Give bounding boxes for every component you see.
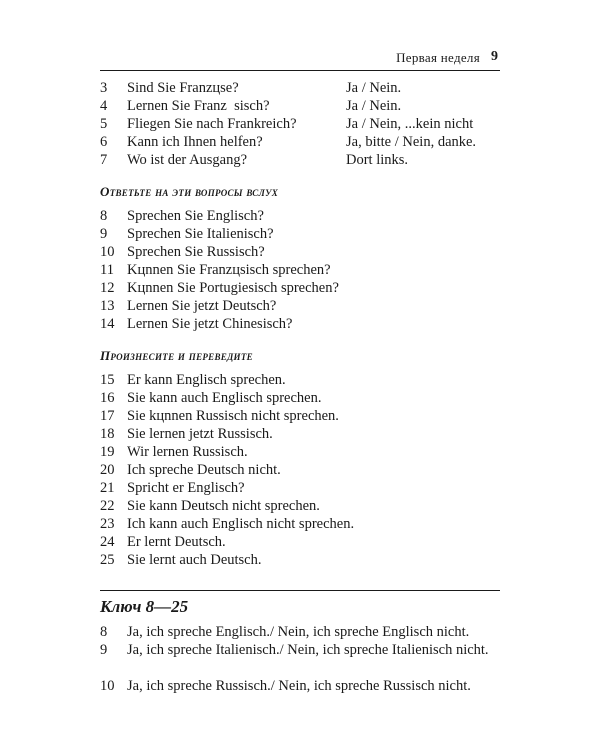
- item-number: 25: [100, 552, 115, 568]
- item-text: Er kann Englisch sprechen.: [127, 372, 286, 388]
- key-divider: [100, 590, 500, 591]
- item-number: 16: [100, 390, 115, 406]
- item-text: Kцnnen Sie Franzцsisch sprechen?: [127, 262, 331, 278]
- item-number: 10: [100, 678, 115, 694]
- item-text: Sie kцnnen Russisch nicht sprechen.: [127, 408, 339, 424]
- item-number: 22: [100, 498, 115, 514]
- item-answer: Ja / Nein, ...kein nicht: [346, 116, 474, 132]
- item-number: 4: [100, 98, 108, 114]
- item-answer: Ja, bitte / Nein, danke.: [346, 134, 477, 150]
- item-number: 17: [100, 408, 115, 424]
- item-number: 8: [100, 624, 108, 640]
- item-text: Sind Sie Franzцse?: [127, 80, 239, 96]
- item-text: Sie lernen jetzt Russisch.: [127, 426, 273, 442]
- item-number: 18: [100, 426, 115, 442]
- item-text: Er lernt Deutsch.: [127, 534, 226, 550]
- section-title-pronounce-translate: Произнесите и переведите: [100, 348, 253, 363]
- item-answer: Ja / Nein.: [346, 98, 402, 114]
- item-number: 21: [100, 480, 115, 496]
- item-text: Sie lernt auch Deutsch.: [127, 552, 262, 568]
- key-title: Ключ 8—25: [100, 597, 189, 616]
- item-number: 20: [100, 462, 115, 478]
- item-text: Sprechen Sie Russisch?: [127, 244, 265, 260]
- item-number: 10: [100, 244, 115, 260]
- item-text: Ja, ich spreche Italienisch./ Nein, ich spreche Italienisch nicht.: [127, 642, 489, 658]
- section-title-answer-aloud: Ответьте на эти вопросы вслух: [100, 184, 279, 199]
- item-number: 14: [100, 316, 115, 332]
- item-number: 9: [100, 226, 108, 242]
- item-number: 13: [100, 298, 115, 314]
- item-text: Lernen Sie jetzt Deutsch?: [127, 298, 277, 314]
- item-text: Kann ich Ihnen helfen?: [127, 134, 263, 150]
- item-number: 24: [100, 534, 115, 550]
- item-text: Sprechen Sie Italienisch?: [127, 226, 274, 242]
- item-text: Ich spreche Deutsch nicht.: [127, 462, 281, 478]
- header-title: Первая неделя: [396, 50, 480, 65]
- item-text: Sprechen Sie Englisch?: [127, 208, 264, 224]
- item-text: Ja, ich spreche Russisch./ Nein, ich spreche Russisch nicht.: [127, 678, 471, 694]
- item-number: 9: [100, 642, 108, 658]
- running-header: [100, 48, 500, 71]
- item-text: Ja, ich spreche Englisch./ Nein, ich spreche Englisch nicht.: [127, 624, 470, 640]
- item-number: 19: [100, 444, 115, 460]
- item-text: Lernen Sie jetzt Chinesisch?: [127, 316, 293, 332]
- item-answer: Ja / Nein.: [346, 80, 402, 96]
- item-text: Fliegen Sie nach Frankreich?: [127, 116, 297, 132]
- item-text: Sie kann auch Englisch sprechen.: [127, 390, 322, 406]
- item-number: 3: [100, 80, 108, 96]
- item-number: 12: [100, 280, 115, 296]
- item-number: 11: [100, 262, 114, 278]
- item-text: Lernen Sie Franz sisch?: [127, 98, 270, 114]
- item-number: 23: [100, 516, 115, 532]
- item-text: Wo ist der Ausgang?: [127, 152, 248, 168]
- page-number: 9: [491, 49, 498, 64]
- item-text: Spricht er Englisch?: [127, 480, 245, 496]
- item-number: 15: [100, 372, 115, 388]
- item-number: 6: [100, 134, 108, 150]
- item-text: Wir lernen Russisch.: [127, 444, 248, 460]
- item-text: Sie kann Deutsch nicht sprechen.: [127, 498, 320, 514]
- item-number: 8: [100, 208, 108, 224]
- item-text: Ich kann auch Englisch nicht sprechen.: [127, 516, 355, 532]
- item-number: 5: [100, 116, 108, 132]
- item-number: 7: [100, 152, 108, 168]
- item-text: Kцnnen Sie Portugiesisch sprechen?: [127, 280, 339, 296]
- item-answer: Dort links.: [346, 152, 409, 168]
